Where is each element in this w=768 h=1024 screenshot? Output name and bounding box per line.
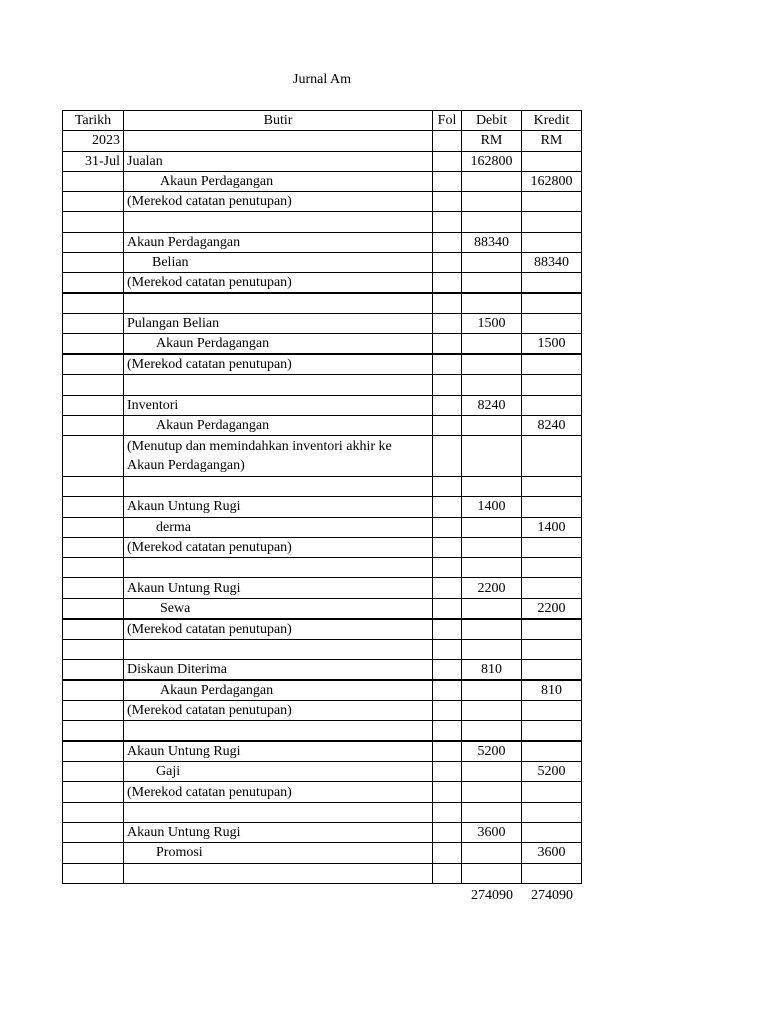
journal-row [63, 558, 582, 578]
date-cell [63, 741, 124, 762]
fol-cell [433, 314, 462, 334]
date-cell [63, 721, 124, 741]
journal-row [63, 802, 582, 822]
journal-row [63, 680, 582, 701]
journal-row [63, 416, 582, 436]
page-title: Jurnal Am [293, 72, 351, 87]
kredit-cell [522, 232, 582, 252]
kredit-cell [522, 802, 582, 822]
debit-cell: 810 [462, 660, 522, 681]
debit-cell [462, 558, 522, 578]
fol-cell [433, 701, 462, 721]
date-cell [63, 253, 124, 273]
debit-cell [462, 436, 522, 477]
date-cell [63, 232, 124, 252]
journal-table [62, 110, 582, 884]
kredit-cell [522, 660, 582, 681]
butir-cell [124, 293, 433, 313]
fol-cell [433, 598, 462, 619]
header-year: 2023 [63, 131, 124, 151]
date-cell [63, 517, 124, 537]
debit-cell [462, 476, 522, 496]
fol-cell [433, 334, 462, 355]
journal-row [63, 436, 582, 477]
date-cell [63, 782, 124, 802]
header-fol: Fol [433, 111, 462, 131]
journal-row [63, 660, 582, 681]
debit-cell [462, 273, 522, 294]
kredit-cell [522, 863, 582, 883]
date-cell [63, 701, 124, 721]
debit-cell [462, 517, 522, 537]
journal-row [63, 823, 582, 843]
fol-cell [433, 436, 462, 477]
debit-cell: 3600 [462, 823, 522, 843]
journal-row [63, 497, 582, 517]
fol-cell [433, 863, 462, 883]
journal-row [63, 171, 582, 191]
date-cell [63, 762, 124, 782]
debit-cell [462, 843, 522, 863]
kredit-cell [522, 721, 582, 741]
butir-cell: Akaun Perdagangan [124, 232, 433, 252]
journal-row [63, 314, 582, 334]
kredit-cell [522, 782, 582, 802]
kredit-cell [522, 558, 582, 578]
date-cell [63, 639, 124, 659]
kredit-cell [522, 354, 582, 375]
kredit-cell [522, 701, 582, 721]
journal-row [63, 741, 582, 762]
fol-cell [433, 192, 462, 212]
butir-cell: Diskaun Diterima [124, 660, 433, 681]
header-kredit: Kredit [522, 111, 582, 131]
journal-row [63, 395, 582, 415]
unit-butir-cell [124, 131, 433, 151]
journal-row [63, 476, 582, 496]
butir-cell: Akaun Perdagangan [124, 334, 433, 355]
fol-cell [433, 212, 462, 232]
butir-cell: Sewa [124, 598, 433, 619]
date-cell [63, 192, 124, 212]
kredit-unit: RM [522, 131, 582, 151]
butir-cell [124, 375, 433, 395]
kredit-cell: 1400 [522, 517, 582, 537]
fol-cell [433, 843, 462, 863]
date-cell [63, 314, 124, 334]
journal-row [63, 762, 582, 782]
fol-cell [433, 395, 462, 415]
journal-row [63, 293, 582, 313]
butir-cell: Akaun Untung Rugi [124, 578, 433, 598]
journal-body [63, 111, 582, 884]
kredit-cell [522, 151, 582, 171]
kredit-cell: 162800 [522, 171, 582, 191]
debit-cell [462, 701, 522, 721]
fol-cell [433, 680, 462, 701]
kredit-cell [522, 273, 582, 294]
butir-cell [124, 476, 433, 496]
butir-cell: Akaun Perdagangan [124, 171, 433, 191]
journal-row [63, 375, 582, 395]
debit-cell: 8240 [462, 395, 522, 415]
journal-row [63, 253, 582, 273]
journal-row [63, 537, 582, 557]
butir-cell [124, 802, 433, 822]
journal-row [63, 863, 582, 883]
date-cell [63, 598, 124, 619]
kredit-cell: 3600 [522, 843, 582, 863]
unit-fol-cell [433, 131, 462, 151]
butir-cell: Promosi [124, 843, 433, 863]
debit-cell [462, 762, 522, 782]
fol-cell [433, 253, 462, 273]
date-cell [63, 436, 124, 477]
kredit-cell: 1500 [522, 334, 582, 355]
date-cell [63, 293, 124, 313]
header-row [63, 111, 582, 131]
debit-cell [462, 619, 522, 640]
kredit-cell [522, 476, 582, 496]
fol-cell [433, 151, 462, 171]
kredit-cell [522, 314, 582, 334]
kredit-cell [522, 192, 582, 212]
kredit-cell [522, 293, 582, 313]
journal-row [63, 151, 582, 171]
debit-cell [462, 802, 522, 822]
kredit-cell [522, 395, 582, 415]
fol-cell [433, 639, 462, 659]
kredit-cell [522, 741, 582, 762]
butir-cell [124, 558, 433, 578]
header-tarikh: Tarikh [63, 111, 124, 131]
kredit-cell [522, 578, 582, 598]
header-debit: Debit [462, 111, 522, 131]
butir-cell [124, 863, 433, 883]
butir-cell: Gaji [124, 762, 433, 782]
debit-cell [462, 863, 522, 883]
fol-cell [433, 619, 462, 640]
butir-cell: Akaun Perdagangan [124, 416, 433, 436]
fol-cell [433, 232, 462, 252]
butir-cell: (Merekod catatan penutupan) [124, 619, 433, 640]
kredit-cell: 5200 [522, 762, 582, 782]
kredit-cell [522, 537, 582, 557]
journal-row [63, 212, 582, 232]
butir-cell: Pulangan Belian [124, 314, 433, 334]
journal-row [63, 517, 582, 537]
fol-cell [433, 660, 462, 681]
date-cell [63, 476, 124, 496]
kredit-cell [522, 212, 582, 232]
butir-cell [124, 639, 433, 659]
date-cell [63, 680, 124, 701]
butir-cell: (Merekod catatan penutupan) [124, 354, 433, 375]
date-cell [63, 863, 124, 883]
butir-cell: Inventori [124, 395, 433, 415]
debit-cell [462, 782, 522, 802]
fol-cell [433, 537, 462, 557]
butir-cell: (Merekod catatan penutupan) [124, 192, 433, 212]
butir-cell: Akaun Untung Rugi [124, 823, 433, 843]
fol-cell [433, 375, 462, 395]
debit-cell [462, 354, 522, 375]
debit-cell [462, 253, 522, 273]
butir-cell: (Merekod catatan penutupan) [124, 537, 433, 557]
date-cell [63, 354, 124, 375]
debit-cell [462, 212, 522, 232]
date-cell: 31-Jul [63, 151, 124, 171]
fol-cell [433, 517, 462, 537]
journal-row [63, 782, 582, 802]
debit-cell [462, 375, 522, 395]
debit-cell [462, 721, 522, 741]
kredit-cell [522, 497, 582, 517]
fol-cell [433, 416, 462, 436]
butir-cell [124, 721, 433, 741]
total-debit: 274090 [471, 888, 513, 903]
journal-row [63, 843, 582, 863]
debit-cell [462, 334, 522, 355]
fol-cell [433, 354, 462, 375]
journal-row [63, 578, 582, 598]
debit-cell [462, 192, 522, 212]
fol-cell [433, 476, 462, 496]
date-cell [63, 537, 124, 557]
fol-cell [433, 293, 462, 313]
debit-cell: 1500 [462, 314, 522, 334]
date-cell [63, 273, 124, 294]
journal-row [63, 354, 582, 375]
journal-row [63, 192, 582, 212]
butir-cell: (Merekod catatan penutupan) [124, 701, 433, 721]
kredit-cell [522, 619, 582, 640]
journal-row [63, 619, 582, 640]
date-cell [63, 334, 124, 355]
kredit-cell: 88340 [522, 253, 582, 273]
butir-cell: derma [124, 517, 433, 537]
journal-row [63, 273, 582, 294]
date-cell [63, 578, 124, 598]
fol-cell [433, 782, 462, 802]
header-butir: Butir [124, 111, 433, 131]
debit-cell [462, 598, 522, 619]
date-cell [63, 558, 124, 578]
journal-row [63, 721, 582, 741]
debit-cell: 5200 [462, 741, 522, 762]
debit-cell [462, 680, 522, 701]
debit-cell [462, 416, 522, 436]
butir-cell: Akaun Untung Rugi [124, 497, 433, 517]
debit-cell: 2200 [462, 578, 522, 598]
butir-cell: Jualan [124, 151, 433, 171]
debit-cell: 1400 [462, 497, 522, 517]
kredit-cell [522, 436, 582, 477]
date-cell [63, 619, 124, 640]
butir-cell: Belian [124, 253, 433, 273]
unit-row [63, 131, 582, 151]
kredit-cell [522, 639, 582, 659]
debit-cell: 88340 [462, 232, 522, 252]
fol-cell [433, 741, 462, 762]
journal-row [63, 639, 582, 659]
date-cell [63, 416, 124, 436]
date-cell [63, 497, 124, 517]
journal-row [63, 701, 582, 721]
debit-cell [462, 171, 522, 191]
kredit-cell [522, 823, 582, 843]
fol-cell [433, 497, 462, 517]
fol-cell [433, 171, 462, 191]
total-kredit: 274090 [531, 888, 573, 903]
fol-cell [433, 802, 462, 822]
kredit-cell: 2200 [522, 598, 582, 619]
date-cell [63, 660, 124, 681]
date-cell [63, 843, 124, 863]
butir-cell [124, 212, 433, 232]
debit-cell: 162800 [462, 151, 522, 171]
fol-cell [433, 823, 462, 843]
date-cell [63, 395, 124, 415]
date-cell [63, 171, 124, 191]
fol-cell [433, 721, 462, 741]
kredit-cell: 8240 [522, 416, 582, 436]
debit-cell [462, 293, 522, 313]
date-cell [63, 802, 124, 822]
journal-row [63, 598, 582, 619]
debit-unit: RM [462, 131, 522, 151]
fol-cell [433, 578, 462, 598]
fol-cell [433, 273, 462, 294]
fol-cell [433, 762, 462, 782]
fol-cell [433, 558, 462, 578]
butir-cell: Akaun Untung Rugi [124, 741, 433, 762]
kredit-cell: 810 [522, 680, 582, 701]
butir-cell: (Merekod catatan penutupan) [124, 782, 433, 802]
date-cell [63, 375, 124, 395]
butir-cell: (Merekod catatan penutupan) [124, 273, 433, 294]
kredit-cell [522, 375, 582, 395]
date-cell [63, 823, 124, 843]
journal-row [63, 334, 582, 355]
butir-cell: (Menutup dan memindahkan inventori akhir ke Akaun Perdagangan) [124, 436, 433, 477]
butir-cell: Akaun Perdagangan [124, 680, 433, 701]
journal-row [63, 232, 582, 252]
debit-cell [462, 639, 522, 659]
date-cell [63, 212, 124, 232]
debit-cell [462, 537, 522, 557]
